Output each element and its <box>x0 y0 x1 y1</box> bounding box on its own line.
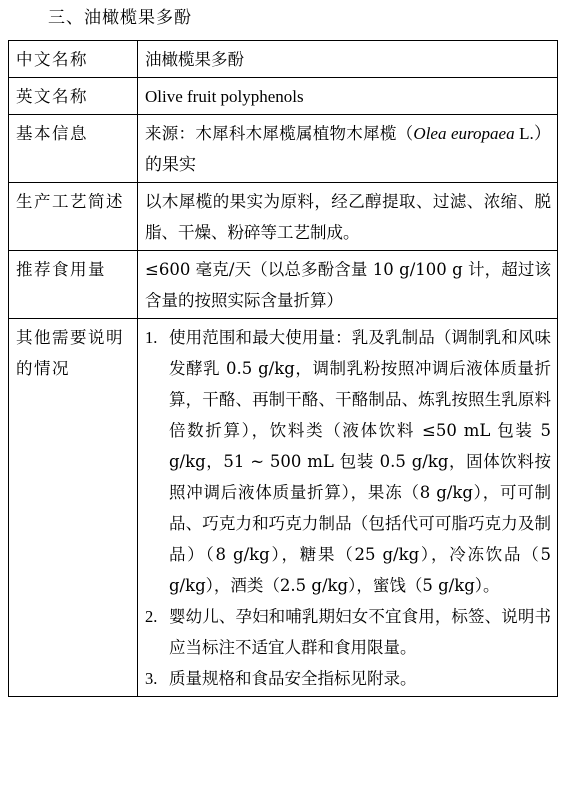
process-value: 以木犀榄的果实为原料，经乙醇提取、过滤、浓缩、脱脂、干燥、粉碎等工艺制成。 <box>138 183 558 251</box>
basic-info-prefix: 来源：木犀科木犀榄属植物木犀榄（ <box>145 124 414 143</box>
english-name-value: Olive fruit polyphenols <box>138 78 558 115</box>
list-item-number: 1. <box>145 328 158 347</box>
other-value <box>138 319 558 697</box>
other-label: 其他需要说明的情况 <box>9 319 138 697</box>
list-item <box>145 601 551 663</box>
table-row-basic-info <box>9 115 558 183</box>
list-item-number: 2. <box>145 607 158 626</box>
section-title: 三、油橄榄果多酚 <box>48 8 192 28</box>
chinese-name-label: 中文名称 <box>9 41 138 78</box>
notes-list <box>145 322 551 694</box>
list-item <box>145 322 551 601</box>
table-row-english-name <box>9 78 558 115</box>
basic-info-suffix: L.）的果实 <box>145 124 552 174</box>
dosage-value: ≤600 毫克/天（以总多酚含量 10 g/100 g 计，超过该含量的按照实际含量折算） <box>138 251 558 319</box>
basic-info-value <box>138 115 558 183</box>
product-info-table <box>8 40 558 697</box>
latin-name: Olea europaea <box>413 124 515 143</box>
list-item-text: 使用范围和最大使用量：乳及乳制品（调制乳和风味发酵乳 0.5 g/kg，调制乳粉按照冲调后液体质量折算，干酪、再制干酪、干酪制品、炼乳按照生乳原料倍数折算），饮料类（液体饮料 ≤50 mL 包装 5 g/kg，51 ~ 500 mL 包装 0.5 g/kg，固体饮料按照冲调后液体质量折算），果冻（8 g/kg），可可制品、巧克力和巧克力制品（包括代可可脂巧克力及制品）（8 g/kg），糖果（25 g/kg），冷冻饮品（5 g/kg），酒类（2.5 g/kg），蜜饯（5 g/kg）。 <box>169 328 551 595</box>
chinese-name-value: 油橄榄果多酚 <box>138 41 558 78</box>
list-item <box>145 663 551 694</box>
table-row-dosage <box>9 251 558 319</box>
list-item-text: 质量规格和食品安全指标见附录。 <box>169 669 417 688</box>
basic-info-label: 基本信息 <box>9 115 138 183</box>
list-item-text: 婴幼儿、孕妇和哺乳期妇女不宜食用，标签、说明书应当标注不适宜人群和食用限量。 <box>169 607 551 657</box>
english-name-label: 英文名称 <box>9 78 138 115</box>
process-label: 生产工艺简述 <box>9 183 138 251</box>
table-row-other <box>9 319 558 697</box>
dosage-label: 推荐食用量 <box>9 251 138 319</box>
list-item-number: 3. <box>145 669 158 688</box>
table-row-chinese-name <box>9 41 558 78</box>
table-row-process <box>9 183 558 251</box>
